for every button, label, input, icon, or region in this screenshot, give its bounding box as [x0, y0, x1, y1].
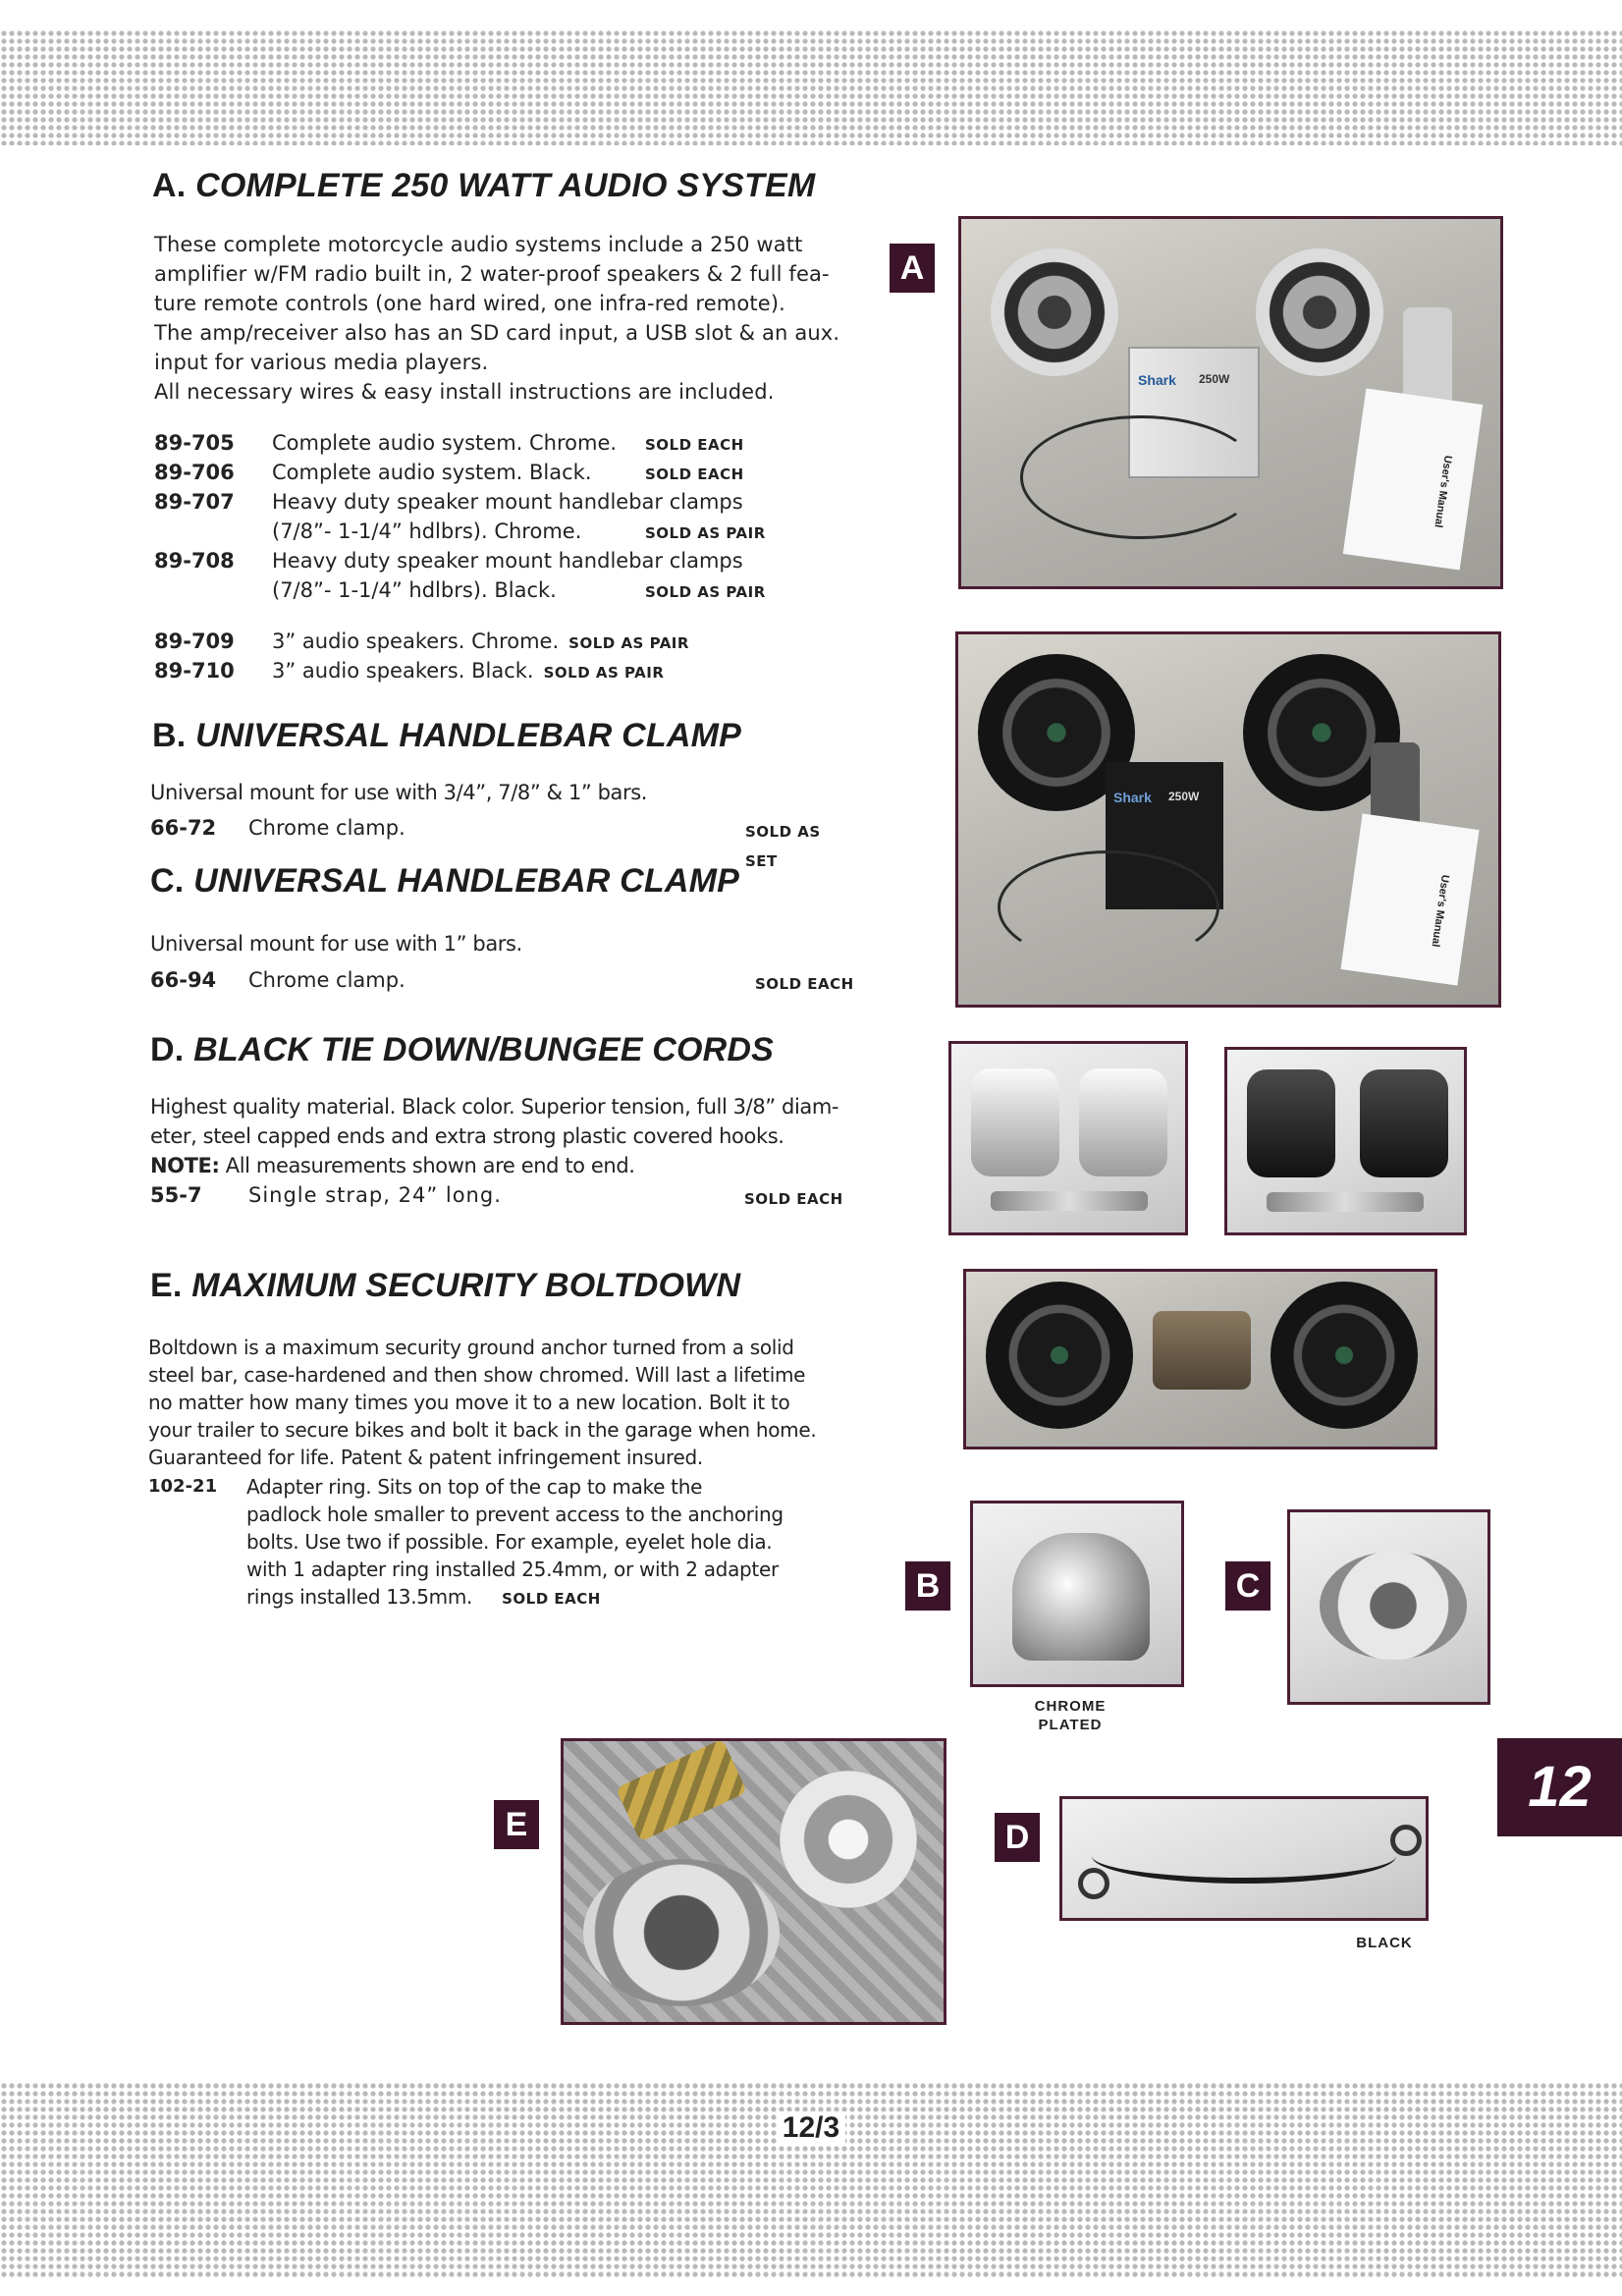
hook-right	[1390, 1825, 1422, 1856]
section-a-title: COMPLETE 250 WATT AUDIO SYSTEM	[195, 167, 816, 204]
section-a-items	[154, 428, 861, 605]
item-description: Heavy duty speaker mount handlebar clamps	[272, 549, 743, 573]
note-line	[150, 1151, 838, 1180]
text-line: ture remote controls (one hard wired, one infra-red remote).	[154, 292, 786, 315]
sold-label: SOLD EACH	[645, 436, 744, 454]
text-line: These complete motorcycle audio systems include a 250 watt	[154, 233, 803, 256]
users-manual-title: User's Manual	[1429, 873, 1451, 949]
text-line: padlock hole smaller to prevent access to the anchoring	[246, 1503, 784, 1526]
item-code: 55-7	[150, 1183, 202, 1207]
amplifier-brand: Shark	[1113, 790, 1152, 805]
list-item	[154, 458, 861, 487]
chrome-speaker-left	[991, 248, 1118, 376]
section-e-description	[148, 1334, 816, 1471]
sold-label: SOLD AS PAIR	[568, 634, 689, 652]
section-b-items	[150, 813, 857, 870]
text-line: All necessary wires & easy install instructions are included.	[154, 380, 775, 404]
item-description: Complete audio system. Black.	[272, 461, 592, 484]
photo-chrome-audio-system	[958, 216, 1503, 589]
adapter-ring	[583, 1859, 780, 2006]
chrome-clamp	[1012, 1533, 1150, 1661]
photo-chrome-speaker-clamps	[948, 1041, 1188, 1235]
badge-a: A	[890, 244, 935, 293]
section-d-title: BLACK TIE DOWN/BUNGEE CORDS	[193, 1031, 775, 1068]
section-b-title: UNIVERSAL HANDLEBAR CLAMP	[195, 717, 742, 754]
section-a-letter: A.	[152, 167, 187, 204]
text-line-text: rings installed 13.5mm.	[246, 1585, 473, 1609]
list-item	[154, 487, 861, 517]
list-item	[154, 627, 861, 656]
section-e-heading	[150, 1267, 740, 1305]
sold-label: SOLD EACH	[744, 1190, 843, 1208]
anchor-bolts	[616, 1738, 747, 1841]
badge-c: C	[1225, 1561, 1271, 1611]
section-c-items	[150, 965, 857, 995]
text-line: your trailer to secure bikes and bolt it back in the garage when home.	[148, 1418, 817, 1442]
users-manual	[1343, 388, 1483, 570]
item-code: 66-94	[150, 968, 217, 992]
item-description: Single strap, 24” long.	[248, 1183, 502, 1207]
item-code: 89-709	[154, 629, 235, 653]
users-manual-title: User's Manual	[1432, 454, 1454, 529]
section-a-speaker-items	[154, 627, 861, 685]
item-description	[246, 1473, 784, 1613]
wire-bundle	[1020, 415, 1262, 539]
text-line: steel bar, case-hardened and then show chromed. Will last a lifetime	[148, 1363, 806, 1387]
page-number-text: 12/3	[777, 2111, 845, 2144]
item-description-text: 3” audio speakers. Chrome.	[272, 629, 560, 653]
text-line: Boltdown is a maximum security ground anchor turned from a solid	[148, 1336, 794, 1359]
anchor-cap	[780, 1771, 917, 1908]
badge-e: E	[494, 1800, 539, 1849]
item-code: 89-708	[154, 549, 235, 573]
chrome-clamp-right	[1079, 1068, 1167, 1176]
bolts	[991, 1191, 1148, 1211]
bolts	[1267, 1192, 1424, 1212]
text-line: with 1 adapter ring installed 25.4mm, or with 2 adapter	[246, 1558, 779, 1581]
item-code: 89-707	[154, 490, 235, 514]
sold-label: SOLD EACH	[755, 975, 854, 993]
item-description: Chrome clamp.	[248, 816, 406, 840]
black-speaker-right	[1271, 1282, 1418, 1429]
amplifier-watts: 250W	[1168, 790, 1200, 803]
sold-label: SOLD AS PAIR	[543, 664, 665, 682]
item-description-line2: (7/8”- 1-1/4” hdlbrs). Chrome.	[272, 519, 582, 543]
text-line: input for various media players.	[154, 351, 489, 374]
item-description: Chrome clamp.	[248, 968, 406, 992]
photo-security-boltdown	[561, 1738, 946, 2025]
section-d-heading	[150, 1031, 774, 1069]
text-line: no matter how many times you move it to a new location. Bolt it to	[148, 1391, 790, 1414]
note-label: NOTE:	[150, 1154, 220, 1177]
list-item	[154, 428, 861, 458]
section-c-title: UNIVERSAL HANDLEBAR CLAMP	[193, 862, 740, 900]
section-c-letter: C.	[150, 862, 185, 900]
text-line	[246, 1583, 784, 1613]
section-d-letter: D.	[150, 1031, 185, 1068]
black-speaker-left	[986, 1282, 1133, 1429]
section-a-description	[154, 230, 839, 407]
section-b-letter: B.	[152, 717, 187, 754]
photo-black-speaker-clamps	[1224, 1047, 1467, 1235]
badge-b: B	[905, 1561, 950, 1611]
photo-black-speakers	[963, 1269, 1437, 1449]
list-item-continued	[154, 575, 861, 605]
chrome-clamp	[1320, 1552, 1467, 1660]
users-manual	[1340, 813, 1479, 985]
bungee-cord	[1092, 1829, 1396, 1884]
amplifier-brand: Shark	[1138, 372, 1176, 388]
chrome-speaker-right	[1256, 248, 1383, 376]
list-item	[150, 965, 857, 995]
sold-label: SOLD AS SET	[745, 823, 821, 870]
chapter-tab: 12	[1497, 1738, 1622, 1836]
caption-line: CHROME	[1034, 1698, 1107, 1715]
text-line: eter, steel capped ends and extra strong plastic covered hooks.	[150, 1124, 784, 1148]
list-item	[150, 813, 857, 870]
text-line: The amp/receiver also has an SD card input, a USB slot & an aux.	[154, 321, 840, 345]
text-line: Highest quality material. Black color. Superior tension, full 3/8” diam-	[150, 1095, 839, 1119]
sold-label: SOLD AS PAIR	[645, 583, 766, 601]
section-c-heading	[150, 862, 739, 901]
list-item-continued	[154, 517, 861, 546]
sold-label: SOLD AS PAIR	[645, 524, 766, 542]
section-b-heading	[152, 717, 741, 755]
section-e-letter: E.	[150, 1267, 183, 1304]
list-item	[154, 546, 861, 575]
black-clamp-left	[1247, 1069, 1335, 1177]
item-code: 89-710	[154, 659, 235, 683]
list-item	[150, 1180, 857, 1210]
item-code: 66-72	[150, 816, 217, 840]
black-caption: BLACK	[1356, 1935, 1413, 1951]
note-text: All measurements shown are end to end.	[219, 1154, 635, 1177]
mount-brackets	[1153, 1311, 1251, 1390]
hook-left	[1078, 1868, 1109, 1899]
sold-label: SOLD EACH	[645, 465, 744, 483]
text-line: Guaranteed for life. Patent & patent infringement insured.	[148, 1446, 703, 1469]
item-description-line2: (7/8”- 1-1/4” hdlbrs). Black.	[272, 578, 557, 602]
dot-pattern-header	[0, 29, 1622, 145]
photo-handlebar-clamp-b	[970, 1501, 1184, 1687]
section-a-heading	[152, 167, 815, 205]
list-item	[154, 656, 861, 685]
caption-line: PLATED	[1038, 1717, 1103, 1733]
item-description	[272, 656, 664, 687]
section-b-description: Universal mount for use with 3/4”, 7/8” & 1” bars.	[150, 781, 648, 804]
photo-handlebar-clamp-c	[1287, 1509, 1490, 1705]
chrome-plated-caption	[1011, 1697, 1129, 1734]
chrome-clamp-left	[971, 1068, 1059, 1176]
sold-label: SOLD EACH	[502, 1590, 601, 1608]
item-description: Complete audio system. Chrome.	[272, 431, 618, 455]
photo-bungee-cord	[1059, 1796, 1429, 1921]
text-line: amplifier w/FM radio built in, 2 water-proof speakers & 2 full fea-	[154, 262, 830, 286]
text-line: Adapter ring. Sits on top of the cap to make the	[246, 1475, 703, 1499]
item-code: 102-21	[148, 1476, 218, 1497]
section-e-title: MAXIMUM SECURITY BOLTDOWN	[191, 1267, 741, 1304]
amplifier-watts: 250W	[1199, 372, 1230, 386]
section-c-description: Universal mount for use with 1” bars.	[150, 932, 522, 956]
item-description: Heavy duty speaker mount handlebar clamps	[272, 490, 743, 514]
item-description-text: 3” audio speakers. Black.	[272, 659, 534, 683]
section-d-description	[150, 1092, 838, 1180]
item-description	[272, 627, 689, 658]
page-number	[0, 2111, 1622, 2145]
photo-black-audio-system	[955, 631, 1501, 1008]
badge-d: D	[995, 1813, 1040, 1862]
wire-bundle	[998, 850, 1219, 964]
text-line: bolts. Use two if possible. For example, eyelet hole dia.	[246, 1530, 773, 1554]
item-code: 89-706	[154, 461, 235, 484]
black-clamp-right	[1360, 1069, 1448, 1177]
section-d-items	[150, 1180, 857, 1210]
item-code: 89-705	[154, 431, 235, 455]
